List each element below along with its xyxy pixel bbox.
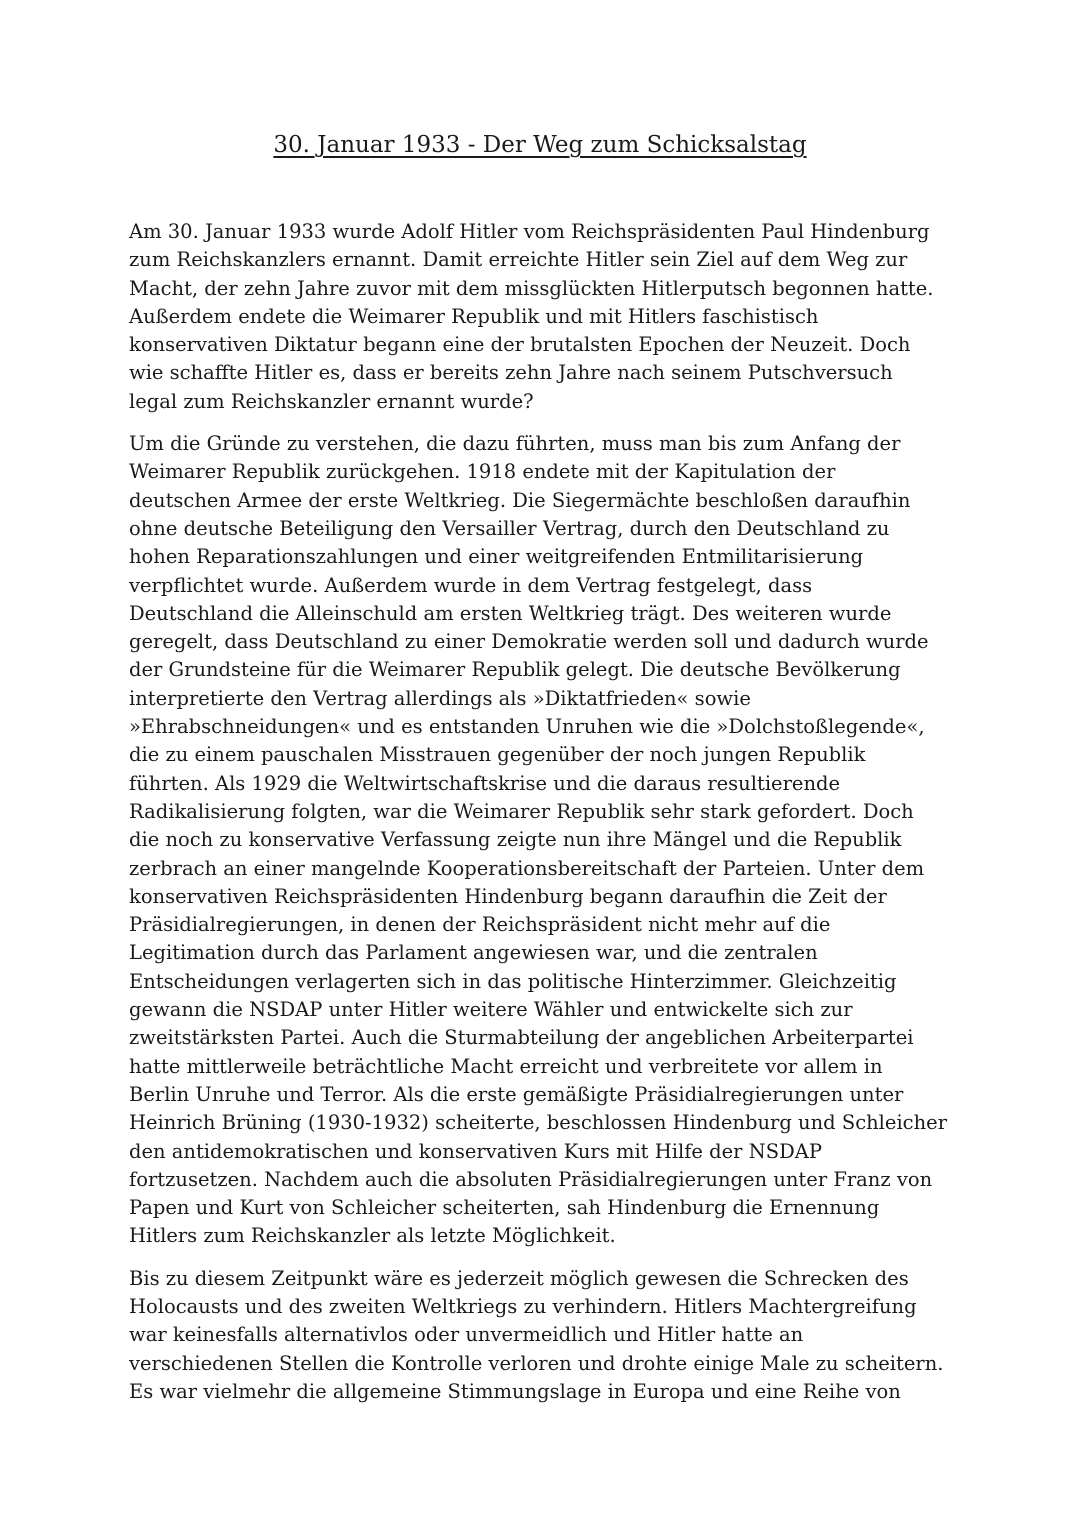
text-line: Holocausts und des zweiten Weltkriegs zu verhindern. Hitlers Machtergreifung bbox=[129, 1294, 917, 1318]
text-line: Radikalisierung folgten, war die Weimarer Republik sehr stark gefordert. Doch bbox=[129, 799, 914, 823]
text-line: Außerdem endete die Weimarer Republik und mit Hitlers faschistisch bbox=[129, 304, 819, 328]
paragraph-2 bbox=[129, 430, 959, 1251]
text-line: Am 30. Januar 1933 wurde Adolf Hitler vom Reichspräsidenten Paul Hindenburg bbox=[129, 220, 930, 243]
text-line: »Ehrabschneidungen« und es entstanden Unruhen wie die »Dolchstoßlegende«, bbox=[129, 715, 925, 739]
text-line: gewann die NSDAP unter Hitler weitere Wähler und entwickelte sich zur bbox=[129, 998, 853, 1022]
text-line: Es war vielmehr die allgemeine Stimmungslage in Europa und eine Reihe von bbox=[129, 1379, 901, 1403]
text-line: zerbrach an einer mangelnde Kooperationsbereitschaft der Parteien. Unter dem bbox=[129, 856, 925, 880]
text-line: Berlin Unruhe und Terror. Als die erste gemäßigte Präsidialregierungen unter bbox=[129, 1082, 904, 1106]
text-line: deutschen Armee der erste Weltkrieg. Die Siegermächte beschloßen daraufhin bbox=[129, 488, 911, 512]
text-line: führten. Als 1929 die Weltwirtschaftskrise und die daraus resultierende bbox=[129, 771, 841, 795]
text-line: Präsidialregierungen, in denen der Reichspräsident nicht mehr auf die bbox=[129, 913, 831, 937]
text-line: hohen Reparationszahlungen und einer weitgreifenden Entmilitarisierung bbox=[129, 545, 864, 569]
text-line: Macht, der zehn Jahre zuvor mit dem missglückten Hitlerputsch begonnen hatte. bbox=[129, 276, 934, 300]
text-line: die zu einem pauschalen Misstrauen gegenüber der noch jungen Republik bbox=[129, 743, 866, 767]
text-line: war keinesfalls alternativlos oder unvermeidlich und Hitler hatte an bbox=[129, 1323, 804, 1347]
text-line: Weimarer Republik zurückgehen. 1918 endete mit der Kapitulation der bbox=[129, 460, 836, 484]
text-line: konservativen Diktatur begann eine der brutalsten Epochen der Neuzeit. Doch bbox=[129, 333, 911, 357]
text-line: Um die Gründe zu verstehen, die dazu führten, muss man bis zum Anfang der bbox=[129, 432, 901, 456]
text-line: der Grundsteine für die Weimarer Republik gelegt. Die deutsche Bevölkerung bbox=[129, 658, 901, 682]
text-line: Entscheidungen verlagerten sich in das politische Hinterzimmer. Gleichzeitig bbox=[129, 969, 897, 993]
paragraph-1 bbox=[129, 218, 959, 416]
text-line: ohne deutsche Beteiligung den Versailler Vertrag, durch den Deutschland zu bbox=[129, 516, 890, 540]
text-line: legal zum Reichskanzler ernannt wurde? bbox=[129, 389, 534, 413]
document-title-text: 30. Januar 1933 - Der Weg zum Schicksalstag bbox=[273, 132, 807, 158]
text-line: zweitstärksten Partei. Auch die Sturmabteilung der angeblichen Arbeiterpartei bbox=[129, 1026, 914, 1050]
text-line: wie schaffte Hitler es, dass er bereits zehn Jahre nach seinem Putschversuch bbox=[129, 361, 893, 385]
text-line: interpretierte den Vertrag allerdings als »Diktatfrieden« sowie bbox=[129, 686, 751, 710]
text-line: zum Reichskanzlers ernannt. Damit erreichte Hitler sein Ziel auf dem Weg zur bbox=[129, 248, 908, 272]
text-line: Legitimation durch das Parlament angewiesen war, und die zentralen bbox=[129, 941, 818, 965]
text-line: verpflichtet wurde. Außerdem wurde in dem Vertrag festgelegt, dass bbox=[129, 573, 813, 597]
text-line: hatte mittlerweile beträchtliche Macht erreicht und verbreitete vor allem in bbox=[129, 1054, 883, 1078]
text-line: Heinrich Brüning (1930-1932) scheiterte, beschlossen Hindenburg und Schleicher bbox=[129, 1111, 948, 1135]
document-title bbox=[0, 128, 1080, 162]
text-line: verschiedenen Stellen die Kontrolle verloren und drohte einige Male zu scheitern. bbox=[129, 1351, 944, 1375]
text-line: geregelt, dass Deutschland zu einer Demokratie werden soll und dadurch wurde bbox=[129, 630, 929, 654]
text-line: den antidemokratischen und konservativen Kurs mit Hilfe der NSDAP bbox=[129, 1139, 822, 1163]
text-line: Deutschland die Alleinschuld am ersten Weltkrieg trägt. Des weiteren wurde bbox=[129, 601, 892, 625]
text-line: konservativen Reichspräsidenten Hindenburg begann daraufhin die Zeit der bbox=[129, 884, 887, 908]
text-line: Bis zu diesem Zeitpunkt wäre es jederzeit möglich gewesen die Schrecken des bbox=[129, 1266, 909, 1290]
text-line: die noch zu konservative Verfassung zeigte nun ihre Mängel und die Republik bbox=[129, 828, 902, 852]
text-line: Papen und Kurt von Schleicher scheiterten, sah Hindenburg die Ernennung bbox=[129, 1196, 880, 1220]
text-line: Hitlers zum Reichskanzler als letzte Möglichkeit. bbox=[129, 1224, 616, 1248]
document-body bbox=[129, 218, 959, 1420]
paragraph-3 bbox=[129, 1265, 959, 1406]
text-line: fortzusetzen. Nachdem auch die absoluten Präsidialregierungen unter Franz von bbox=[129, 1167, 933, 1191]
